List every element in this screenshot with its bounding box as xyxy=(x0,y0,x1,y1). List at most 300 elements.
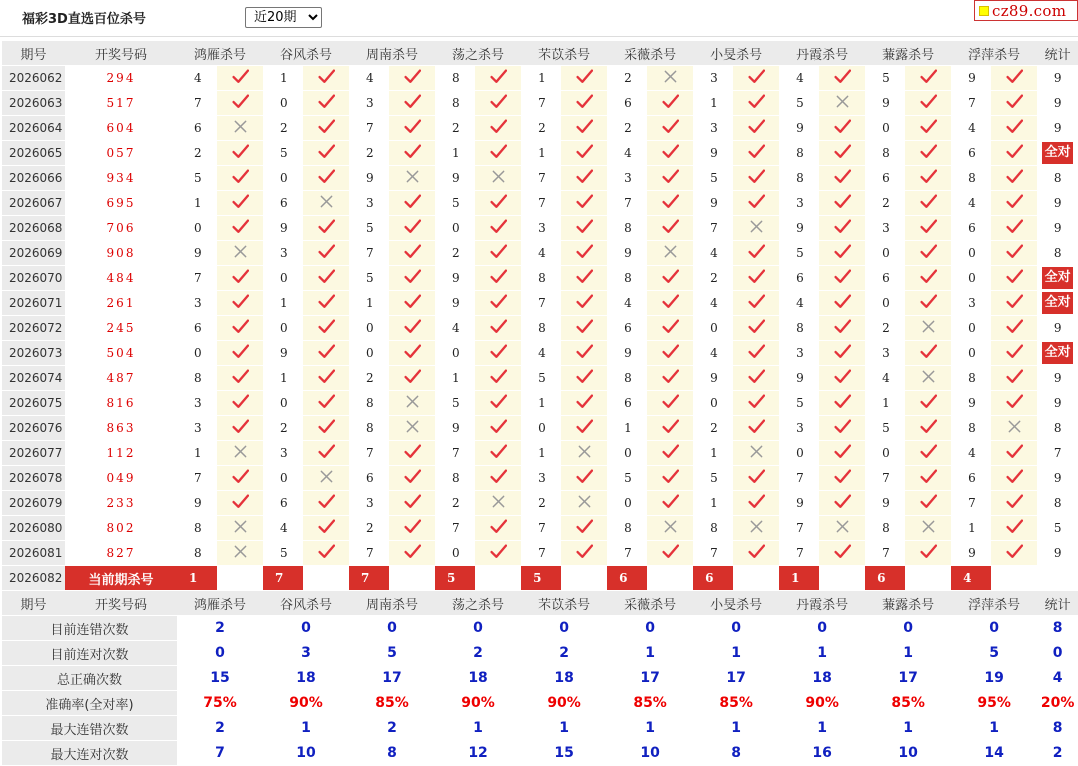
stats-value: 2 xyxy=(177,616,263,641)
cross-icon xyxy=(819,516,865,541)
kill-number-cell: 4 xyxy=(349,66,389,91)
site-logo[interactable] xyxy=(974,0,1078,21)
stats-value: 5 xyxy=(349,641,435,666)
check-icon xyxy=(561,291,607,316)
kill-number-cell: 2 xyxy=(521,491,561,516)
check-icon xyxy=(647,191,693,216)
check-icon xyxy=(733,116,779,141)
table-row xyxy=(2,291,1078,316)
check-icon xyxy=(647,416,693,441)
stats-value: 85% xyxy=(349,691,435,716)
period-cell: 2026078 xyxy=(2,466,65,491)
stats-row xyxy=(2,716,1078,741)
kill-number-cell: 5 xyxy=(779,91,819,116)
kill-number-cell: 7 xyxy=(779,466,819,491)
header-expert: 小旻杀号 xyxy=(693,41,779,66)
stats-total: 8 xyxy=(1037,616,1078,641)
kill-number-cell: 9 xyxy=(607,341,647,366)
kill-number-cell: 8 xyxy=(951,416,991,441)
stats-value: 1 xyxy=(693,716,779,741)
check-icon xyxy=(647,166,693,191)
header-stat: 统计 xyxy=(1037,591,1078,616)
stats-value: 0 xyxy=(951,616,1037,641)
period-cell: 2026079 xyxy=(2,491,65,516)
check-icon xyxy=(561,416,607,441)
kill-number-cell: 0 xyxy=(865,241,905,266)
period-cell: 2026073 xyxy=(2,341,65,366)
kill-number-cell: 8 xyxy=(865,141,905,166)
kill-number-cell: 3 xyxy=(693,66,733,91)
current-kill-number: 5 xyxy=(435,566,475,591)
draw-number-cell: 934 xyxy=(65,166,177,191)
cross-icon xyxy=(819,91,865,116)
stats-value: 75% xyxy=(177,691,263,716)
check-icon xyxy=(733,341,779,366)
stats-value: 15 xyxy=(177,666,263,691)
check-icon xyxy=(561,266,607,291)
check-icon xyxy=(991,491,1037,516)
kill-number-cell: 4 xyxy=(865,366,905,391)
check-icon xyxy=(561,241,607,266)
kill-number-cell: 5 xyxy=(349,216,389,241)
cross-icon xyxy=(905,516,951,541)
kill-number-cell: 2 xyxy=(349,366,389,391)
kill-number-cell: 2 xyxy=(435,491,475,516)
stats-value: 90% xyxy=(263,691,349,716)
all-correct-badge: 全对 xyxy=(1042,342,1073,364)
check-icon xyxy=(991,266,1037,291)
header-expert: 周南杀号 xyxy=(349,41,435,66)
table-row xyxy=(2,266,1078,291)
check-icon xyxy=(733,191,779,216)
check-icon xyxy=(819,466,865,491)
kill-number-cell: 0 xyxy=(779,441,819,466)
check-icon xyxy=(561,466,607,491)
kill-number-cell: 0 xyxy=(177,216,217,241)
stats-total: 4 xyxy=(1037,666,1078,691)
page-title: 福彩3D直选百位杀号 xyxy=(22,12,146,27)
check-icon xyxy=(905,66,951,91)
header-expert: 浮萍杀号 xyxy=(951,591,1037,616)
check-icon xyxy=(389,241,435,266)
check-icon xyxy=(991,541,1037,566)
kill-number-cell: 9 xyxy=(693,366,733,391)
kill-number-cell: 7 xyxy=(521,191,561,216)
kill-number-cell: 4 xyxy=(521,241,561,266)
stats-value: 1 xyxy=(693,641,779,666)
check-icon xyxy=(905,391,951,416)
check-icon xyxy=(819,416,865,441)
check-icon xyxy=(991,166,1037,191)
kill-number-cell: 2 xyxy=(607,116,647,141)
kill-number-cell: 9 xyxy=(177,241,217,266)
stats-value: 17 xyxy=(865,666,951,691)
draw-number-cell: 802 xyxy=(65,516,177,541)
kill-number-table xyxy=(2,41,1078,766)
cross-icon xyxy=(303,191,349,216)
kill-number-cell: 3 xyxy=(607,166,647,191)
kill-number-cell: 7 xyxy=(349,441,389,466)
check-icon xyxy=(819,391,865,416)
kill-number-cell: 5 xyxy=(693,466,733,491)
stats-value: 90% xyxy=(779,691,865,716)
current-blank-cell xyxy=(905,566,951,591)
check-icon xyxy=(905,141,951,166)
header-draw: 开奖号码 xyxy=(65,41,177,66)
kill-number-cell: 7 xyxy=(865,466,905,491)
stats-value: 0 xyxy=(177,641,263,666)
kill-number-cell: 0 xyxy=(693,316,733,341)
stat-cell: 9 xyxy=(1037,466,1078,491)
check-icon xyxy=(647,541,693,566)
kill-number-cell: 1 xyxy=(263,66,303,91)
table-row xyxy=(2,91,1078,116)
check-icon xyxy=(303,291,349,316)
draw-number-cell: 827 xyxy=(65,541,177,566)
current-blank-cell xyxy=(389,566,435,591)
header-expert: 采薇杀号 xyxy=(607,41,693,66)
all-correct-badge: 全对 xyxy=(1042,267,1073,289)
stats-value: 0 xyxy=(521,616,607,641)
stat-cell: 5 xyxy=(1037,516,1078,541)
kill-number-cell: 1 xyxy=(951,516,991,541)
kill-number-cell: 8 xyxy=(521,316,561,341)
kill-number-cell: 6 xyxy=(951,141,991,166)
kill-number-cell: 0 xyxy=(865,441,905,466)
kill-number-cell: 8 xyxy=(951,366,991,391)
kill-number-cell: 9 xyxy=(435,266,475,291)
kill-number-cell: 3 xyxy=(779,191,819,216)
check-icon xyxy=(733,416,779,441)
current-kill-number: 1 xyxy=(177,566,217,591)
check-icon xyxy=(733,66,779,91)
kill-number-cell: 0 xyxy=(521,416,561,441)
stats-value: 1 xyxy=(865,716,951,741)
period-cell: 2026077 xyxy=(2,441,65,466)
kill-number-cell: 7 xyxy=(349,241,389,266)
kill-number-cell: 3 xyxy=(521,466,561,491)
kill-number-cell: 2 xyxy=(263,116,303,141)
kill-number-cell: 1 xyxy=(521,66,561,91)
draw-number-cell: 863 xyxy=(65,416,177,441)
current-blank-cell xyxy=(475,566,521,591)
check-icon xyxy=(217,291,263,316)
stats-row xyxy=(2,741,1078,766)
kill-number-cell: 7 xyxy=(779,516,819,541)
stats-value: 1 xyxy=(263,716,349,741)
kill-number-cell: 2 xyxy=(521,116,561,141)
kill-number-cell: 0 xyxy=(951,241,991,266)
check-icon xyxy=(475,441,521,466)
kill-number-cell: 2 xyxy=(349,516,389,541)
check-icon xyxy=(217,466,263,491)
kill-number-cell: 4 xyxy=(607,141,647,166)
kill-number-cell: 9 xyxy=(263,216,303,241)
check-icon xyxy=(991,216,1037,241)
cross-icon xyxy=(905,316,951,341)
kill-number-cell: 8 xyxy=(177,541,217,566)
check-icon xyxy=(819,266,865,291)
table-row xyxy=(2,366,1078,391)
cross-icon xyxy=(217,441,263,466)
kill-number-cell: 2 xyxy=(693,266,733,291)
kill-number-cell: 9 xyxy=(951,66,991,91)
stats-value: 10 xyxy=(865,741,951,766)
kill-number-cell: 5 xyxy=(779,391,819,416)
kill-number-cell: 4 xyxy=(263,516,303,541)
draw-number-cell: 484 xyxy=(65,266,177,291)
current-kill-number: 6 xyxy=(865,566,905,591)
kill-number-cell: 5 xyxy=(521,366,561,391)
stats-value: 1 xyxy=(779,716,865,741)
stats-value: 18 xyxy=(263,666,349,691)
stat-cell: 9 xyxy=(1037,541,1078,566)
current-blank-cell xyxy=(561,566,607,591)
cross-icon xyxy=(561,491,607,516)
check-icon xyxy=(905,491,951,516)
check-icon xyxy=(303,541,349,566)
stats-value: 1 xyxy=(521,716,607,741)
table-row xyxy=(2,216,1078,241)
check-icon xyxy=(733,366,779,391)
check-icon xyxy=(905,341,951,366)
period-cell: 2026066 xyxy=(2,166,65,191)
stats-value: 90% xyxy=(435,691,521,716)
kill-number-cell: 8 xyxy=(349,416,389,441)
check-icon xyxy=(217,66,263,91)
kill-number-cell: 4 xyxy=(435,316,475,341)
cross-icon xyxy=(733,441,779,466)
kill-number-cell: 3 xyxy=(349,91,389,116)
stat-cell: 9 xyxy=(1037,216,1078,241)
kill-number-cell: 4 xyxy=(693,291,733,316)
kill-number-cell: 1 xyxy=(177,441,217,466)
check-icon xyxy=(647,216,693,241)
kill-number-cell: 0 xyxy=(693,391,733,416)
header-expert: 谷风杀号 xyxy=(263,41,349,66)
check-icon xyxy=(905,416,951,441)
kill-number-cell: 9 xyxy=(779,116,819,141)
current-blank-cell xyxy=(647,566,693,591)
kill-number-cell: 7 xyxy=(521,516,561,541)
table-row xyxy=(2,316,1078,341)
table-footer-header-row xyxy=(2,591,1078,616)
check-icon xyxy=(389,491,435,516)
kill-number-cell: 1 xyxy=(693,441,733,466)
period-cell: 2026071 xyxy=(2,291,65,316)
kill-number-cell: 2 xyxy=(693,416,733,441)
table-row xyxy=(2,516,1078,541)
kill-number-cell: 1 xyxy=(521,391,561,416)
check-icon xyxy=(905,116,951,141)
cross-icon xyxy=(475,491,521,516)
check-icon xyxy=(905,241,951,266)
check-icon xyxy=(819,541,865,566)
current-period-row xyxy=(2,566,1078,591)
kill-number-cell: 8 xyxy=(607,516,647,541)
draw-number-cell: 233 xyxy=(65,491,177,516)
kill-number-cell: 5 xyxy=(607,466,647,491)
stats-value: 0 xyxy=(865,616,951,641)
kill-number-cell: 5 xyxy=(263,541,303,566)
check-icon xyxy=(303,316,349,341)
kill-number-cell: 7 xyxy=(435,516,475,541)
check-icon xyxy=(905,541,951,566)
kill-number-cell: 0 xyxy=(349,316,389,341)
kill-number-cell: 2 xyxy=(865,316,905,341)
kill-number-cell: 6 xyxy=(263,491,303,516)
kill-number-cell: 7 xyxy=(607,541,647,566)
check-icon xyxy=(905,291,951,316)
draw-number-cell: 294 xyxy=(65,66,177,91)
kill-number-cell: 6 xyxy=(607,316,647,341)
kill-number-cell: 6 xyxy=(865,166,905,191)
current-kill-label: 当前期杀号 xyxy=(65,566,177,591)
header-expert: 采薇杀号 xyxy=(607,591,693,616)
kill-number-cell: 9 xyxy=(607,241,647,266)
period-cell: 2026067 xyxy=(2,191,65,216)
kill-number-cell: 8 xyxy=(779,166,819,191)
kill-number-cell: 7 xyxy=(177,466,217,491)
stats-value: 1 xyxy=(607,641,693,666)
header-expert: 丹霞杀号 xyxy=(779,591,865,616)
period-cell: 2026081 xyxy=(2,541,65,566)
kill-number-cell: 8 xyxy=(435,91,475,116)
kill-number-cell: 9 xyxy=(865,91,905,116)
check-icon xyxy=(905,91,951,116)
table-row xyxy=(2,491,1078,516)
kill-number-cell: 8 xyxy=(779,141,819,166)
check-icon xyxy=(991,191,1037,216)
kill-number-cell: 0 xyxy=(263,391,303,416)
check-icon xyxy=(991,116,1037,141)
check-icon xyxy=(819,241,865,266)
current-blank-cell xyxy=(733,566,779,591)
check-icon xyxy=(475,241,521,266)
stats-value: 18 xyxy=(521,666,607,691)
check-icon xyxy=(389,116,435,141)
check-icon xyxy=(303,141,349,166)
check-icon xyxy=(733,266,779,291)
kill-number-cell: 1 xyxy=(263,366,303,391)
stats-value: 15 xyxy=(521,741,607,766)
check-icon xyxy=(475,416,521,441)
check-icon xyxy=(819,291,865,316)
stats-value: 7 xyxy=(177,741,263,766)
stat-cell: 9 xyxy=(1037,91,1078,116)
table-row xyxy=(2,441,1078,466)
kill-number-cell: 2 xyxy=(607,66,647,91)
current-kill-number: 4 xyxy=(951,566,991,591)
kill-number-cell: 0 xyxy=(435,216,475,241)
check-icon xyxy=(905,166,951,191)
check-icon xyxy=(389,266,435,291)
check-icon xyxy=(389,216,435,241)
check-icon xyxy=(475,116,521,141)
kill-number-cell: 7 xyxy=(521,291,561,316)
kill-number-cell: 5 xyxy=(865,416,905,441)
table-row xyxy=(2,166,1078,191)
kill-number-cell: 3 xyxy=(521,216,561,241)
check-icon xyxy=(647,491,693,516)
check-icon xyxy=(905,441,951,466)
kill-number-cell: 9 xyxy=(779,216,819,241)
stats-value: 0 xyxy=(263,616,349,641)
kill-number-cell: 7 xyxy=(177,266,217,291)
check-icon xyxy=(475,541,521,566)
header-expert: 蒹露杀号 xyxy=(865,41,951,66)
stats-value: 12 xyxy=(435,741,521,766)
current-blank-cell xyxy=(217,566,263,591)
cross-icon xyxy=(389,166,435,191)
check-icon xyxy=(217,391,263,416)
cross-icon xyxy=(647,241,693,266)
stats-value: 19 xyxy=(951,666,1037,691)
period-cell: 2026072 xyxy=(2,316,65,341)
kill-number-cell: 4 xyxy=(521,341,561,366)
kill-number-cell: 4 xyxy=(607,291,647,316)
kill-number-cell: 3 xyxy=(779,341,819,366)
kill-number-cell: 0 xyxy=(865,291,905,316)
stat-cell xyxy=(1037,266,1078,291)
kill-number-cell: 3 xyxy=(693,116,733,141)
kill-number-cell: 6 xyxy=(263,191,303,216)
stats-label: 准确率(全对率) xyxy=(2,691,177,716)
check-icon xyxy=(561,316,607,341)
stats-value: 0 xyxy=(607,616,693,641)
table-row xyxy=(2,191,1078,216)
kill-number-cell: 0 xyxy=(951,316,991,341)
table-body xyxy=(2,41,1078,766)
kill-number-cell: 8 xyxy=(435,66,475,91)
kill-number-cell: 8 xyxy=(349,391,389,416)
cross-icon xyxy=(217,516,263,541)
check-icon xyxy=(303,266,349,291)
stats-value: 0 xyxy=(349,616,435,641)
check-icon xyxy=(475,291,521,316)
kill-number-cell: 7 xyxy=(607,191,647,216)
stat-cell xyxy=(1037,341,1078,366)
kill-number-cell: 1 xyxy=(693,491,733,516)
check-icon xyxy=(217,316,263,341)
period-select[interactable] xyxy=(245,7,322,28)
kill-number-cell: 9 xyxy=(435,291,475,316)
kill-number-cell: 7 xyxy=(521,541,561,566)
kill-number-cell: 1 xyxy=(349,291,389,316)
check-icon xyxy=(733,291,779,316)
check-icon xyxy=(561,216,607,241)
header-period: 期号 xyxy=(2,591,65,616)
period-cell: 2026070 xyxy=(2,266,65,291)
check-icon xyxy=(819,66,865,91)
stats-label: 最大连错次数 xyxy=(2,716,177,741)
draw-number-cell: 057 xyxy=(65,141,177,166)
kill-number-cell: 3 xyxy=(263,441,303,466)
kill-number-cell: 9 xyxy=(951,541,991,566)
period-cell: 2026075 xyxy=(2,391,65,416)
kill-number-cell: 6 xyxy=(951,216,991,241)
table-header-row xyxy=(2,41,1078,66)
draw-number-cell: 487 xyxy=(65,366,177,391)
check-icon xyxy=(991,66,1037,91)
stats-value: 90% xyxy=(521,691,607,716)
check-icon xyxy=(647,291,693,316)
header-expert: 蒹露杀号 xyxy=(865,591,951,616)
stats-value: 95% xyxy=(951,691,1037,716)
table-row xyxy=(2,541,1078,566)
check-icon xyxy=(303,391,349,416)
cross-icon xyxy=(217,541,263,566)
